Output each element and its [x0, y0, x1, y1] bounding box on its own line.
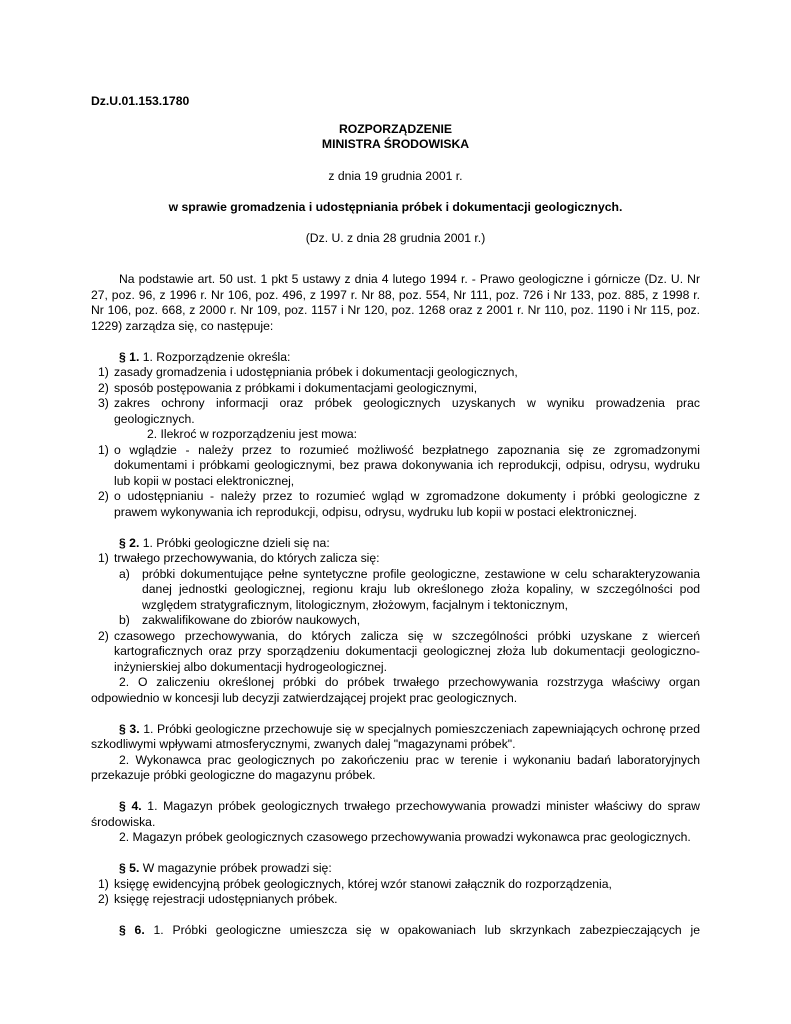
document-body — [91, 272, 700, 939]
list-text: o wglądzie - należy przez to rozumieć możliwość bezpłatnego zapoznania się ze zgromadzonymi dokumentami i próbkami geologicznymi, bez prawa dokonywania ich reprodukcji, odpisu, odrysu, wydruku lub kopii w postaci elektronicznej, — [114, 442, 700, 488]
sub-list-item — [91, 567, 700, 614]
list-number: 1) — [98, 442, 109, 457]
section-3-paragraph-2: 2. Wykonawca prac geologicznych po zakończeniu prac w terenie i wykonaniu badań laboratoryjnych przekazuje próbki geologiczne do magazynu próbek. — [91, 752, 700, 782]
section-5-intro — [91, 861, 700, 877]
title-line-1: ROZPORZĄDZENIE — [338, 122, 453, 136]
list-item — [91, 381, 700, 397]
section-1-paragraph-2: 2. Ilekroć w rozporządzeniu jest mowa: — [147, 427, 357, 441]
section-6-mark: § 6. — [119, 923, 145, 937]
list-text: trwałego przechowywania, do których zalicza się: — [114, 551, 380, 565]
list-item — [91, 551, 700, 567]
document-date: z dnia 19 grudnia 2001 r. — [328, 169, 463, 183]
section-6-text: 1. Próbki geologiczne umieszcza się w opakowaniach lub skrzynkach zabezpieczających je — [144, 923, 700, 937]
section-3-mark: § 3. — [119, 721, 140, 736]
list-number: 2) — [98, 489, 109, 503]
list-number: 2) — [98, 628, 109, 643]
section-2-mark: § 2. — [119, 535, 140, 550]
section-3-text: 1. Próbki geologiczne przechowuje się w specjalnych pomieszczeniach zapewniających ochronę przed szkodliwymi wpływami atmosferycznymi, zwanych dalej "magazynami próbek". — [91, 721, 700, 751]
sub-list-letter: b) — [119, 613, 130, 627]
section-4-paragraph-2: 2. Magazyn próbek geologicznych czasowego przechowywania prowadzi wykonawca prac geologicznych. — [119, 830, 691, 844]
list-item — [91, 892, 700, 908]
section-3-paragraph-1 — [91, 722, 700, 753]
section-2-intro-text: 1. Próbki geologiczne dzieli się na: — [139, 535, 330, 550]
list-number: 1) — [98, 876, 109, 891]
section-2-paragraph-2: 2. O zaliczeniu określonej próbki do próbek trwałego przechowywania rozstrzyga właściwy organ odpowiednio w koncesji lub decyzji zatwierdzającej projekt prac geologicznych. — [91, 675, 700, 705]
list-text: księgę ewidencyjną próbek geologicznych, której wzór stanowi załącznik do rozporządzenia, — [114, 876, 612, 891]
journal-reference: Dz.U.01.153.1780 — [91, 94, 190, 108]
section-4-text: 1. Magazyn próbek geologicznych trwałego przechowywania prowadzi minister właściwy do spraw środowiska. — [91, 799, 700, 829]
list-number: 2) — [98, 892, 109, 906]
sub-list-item — [91, 613, 700, 629]
list-number: 1) — [98, 365, 109, 379]
list-text: o udostępnianiu - należy przez to rozumieć wgląd w zgromadzone dokumenty i próbki geologiczne z prawem wykonywania ich reprodukcji, odpisu, odrysu, wydruku lub kopii w postaci elektronicznej. — [114, 489, 700, 519]
list-text: czasowego przechowywania, do których zalicza się w szczególności próbki uzyskane z wierceń kartograficznych oraz przy sporządzeniu dokumentacji geologicznej złoża lub dokumentacji geologiczno-inżynierskiej albo dokumentacji hydrogeologicznej. — [114, 628, 700, 674]
list-item — [91, 629, 700, 676]
list-item — [91, 877, 700, 893]
list-text: zasady gromadzenia i udostępniania próbek i dokumentacji geologicznych, — [114, 365, 518, 379]
section-1-intro — [91, 350, 700, 366]
section-5-intro-text: W magazynie próbek prowadzi się: — [139, 861, 332, 875]
title-line-2: MINISTRA ŚRODOWISKA — [321, 137, 470, 151]
list-item — [91, 365, 700, 381]
list-number: 2) — [98, 380, 109, 395]
section-4-mark: § 4. — [119, 799, 142, 813]
sub-list-text: zakwalifikowane do zbiorów naukowych, — [142, 613, 361, 627]
list-number: 1) — [98, 551, 109, 565]
sub-list-letter: a) — [119, 566, 130, 581]
list-item — [91, 489, 700, 520]
section-1-intro-text: 1. Rozporządzenie określa: — [139, 349, 291, 364]
sub-list-text: próbki dokumentujące pełne syntetyczne profile geologiczne, zestawione w celu scharakteryzowania danej jednostki geologicznej, regionu kraju lub określonego złoża kopaliny, w szczególności pod względem stratygraficznym, litologicznym, złożowym, facjalnym i tektonicznym, — [142, 566, 700, 612]
section-5-mark: § 5. — [119, 861, 140, 875]
list-text: sposób postępowania z próbkami i dokumentacjami geologicznymi, — [114, 380, 478, 395]
list-item — [91, 443, 700, 490]
document-subject: w sprawie gromadzenia i udostępniania próbek i dokumentacji geologicznych. — [168, 200, 623, 214]
section-6-paragraph-1 — [91, 923, 700, 939]
list-number: 3) — [98, 396, 109, 410]
section-2-intro — [91, 536, 700, 552]
publication-note: (Dz. U. z dnia 28 grudnia 2001 r.) — [305, 231, 486, 245]
list-text: księgę rejestracji udostępnianych próbek. — [114, 892, 338, 906]
list-text: zakres ochrony informacji oraz próbek geologicznych uzyskanych w wyniku prowadzenia prac geologicznych. — [114, 396, 700, 426]
preamble: Na podstawie art. 50 ust. 1 pkt 5 ustawy z dnia 4 lutego 1994 r. - Prawo geologiczne i górnicze (Dz. U. Nr 27, poz. 96, z 1996 r. Nr 106, poz. 496, z 1997 r. Nr 88, poz. 554, Nr 111, poz. 726 i Nr 133, poz. 885, z 1998 r. Nr 106, poz. 668, z 2000 r. Nr 109, poz. 1157 i Nr 120, poz. 1268 oraz z 2001 r. Nr 110, poz. 1190 i Nr 115, poz. 1229) zarządza się, co następuje: — [91, 272, 700, 333]
section-4-paragraph-1 — [91, 799, 700, 830]
list-item — [91, 396, 700, 427]
section-1-mark: § 1. — [119, 349, 140, 364]
